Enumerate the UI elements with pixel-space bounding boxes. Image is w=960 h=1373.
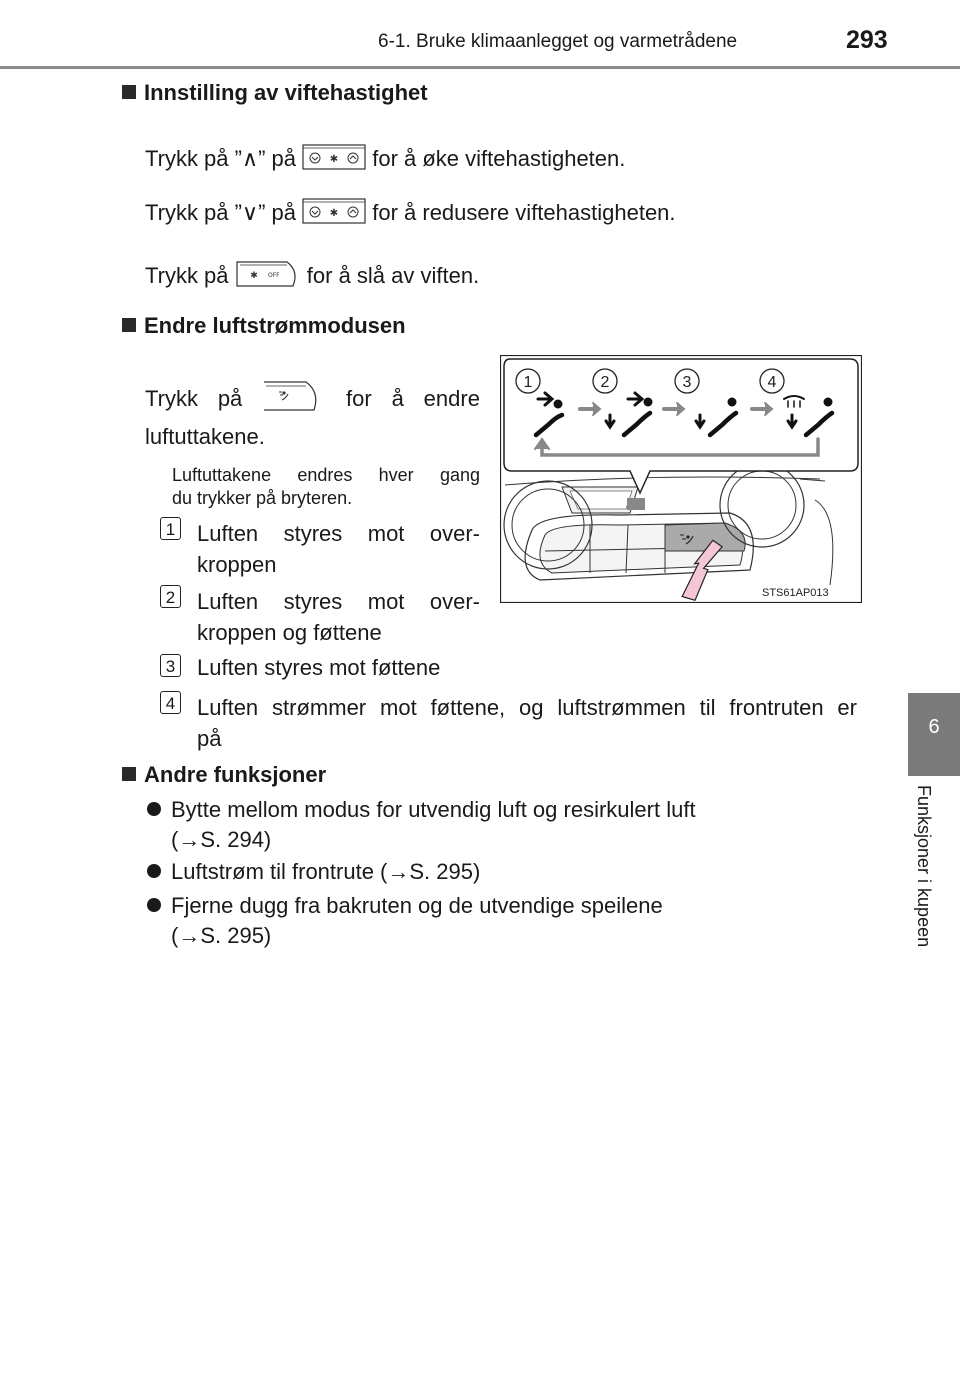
svg-text:✱: ✱ [329, 154, 339, 165]
page-reference-link[interactable]: (→S. 295) [171, 923, 272, 948]
list-item: Luftstrøm til frontrute (→S. 295) [147, 857, 480, 887]
bullet-icon [147, 802, 161, 816]
list-item: Fjerne dugg fra bakruten og de utvendige speilene (→S. 295) [147, 891, 663, 951]
mode-number: 4 [767, 374, 777, 391]
svg-text:OFF: OFF [267, 272, 280, 279]
svg-text:✱: ✱ [329, 208, 339, 219]
mode-number: 1 [523, 374, 533, 391]
svg-text:✱: ✱ [249, 271, 258, 281]
airflow-mode-figure [500, 355, 862, 603]
fan-decrease-line: Trykk på ”∨” på ✱ for å redusere viftehastigheten. [145, 197, 676, 231]
fan-off-line: Trykk på ✱ OFF for å slå av viften. [145, 259, 479, 295]
airflow-intro-line2: luftuttakene. [145, 424, 265, 449]
badge-2: 2 [160, 585, 181, 608]
badge-4: 4 [160, 691, 181, 714]
badge-3: 3 [160, 654, 181, 677]
page-number: 293 [846, 26, 888, 54]
list-item: Luften strømmer mot føttene, og luftstrømmen til frontruten er på [197, 695, 857, 751]
airflow-heading: Endre luftstrømmodusen [122, 313, 406, 339]
figure-code: STS61AP013 [762, 587, 829, 599]
list-item: Bytte mellom modus for utvendig luft og resirkulert luft (→S. 294) [147, 795, 696, 855]
list-item: Luften styres mot føttene [197, 655, 441, 680]
badge-1: 1 [160, 517, 181, 540]
fan-off-button-icon [235, 259, 301, 295]
fan-speed-button-icon [302, 143, 366, 177]
mode-button-icon [262, 378, 326, 420]
side-tab-number: 6 [928, 716, 940, 738]
bullet-icon [147, 864, 161, 878]
list-item: Luften styres mot over- kroppen og føttene [197, 589, 480, 645]
square-bullet-icon [122, 85, 136, 99]
airflow-intro-line: Trykk på for å endre [145, 378, 480, 420]
page-reference-link[interactable]: (→S. 294) [171, 827, 272, 852]
fan-speed-heading: Innstilling av viftehastighet [122, 80, 428, 106]
header-rule [0, 66, 960, 69]
mode-number: 3 [682, 374, 692, 391]
fan-speed-button-icon [302, 197, 366, 231]
mode-number: 2 [600, 374, 610, 391]
fan-increase-line: Trykk på ”∧” på ✱ for å øke viftehastigheten. [145, 143, 625, 177]
square-bullet-icon [122, 767, 136, 781]
list-item: Luften styres mot over- kroppen [197, 521, 480, 577]
side-tab-label: Funksjoner i kupeen [914, 785, 934, 948]
airflow-note: Luftuttakene endres hver gang du trykker på bryteren. [172, 465, 480, 508]
other-functions-heading: Andre funksjoner [122, 762, 326, 788]
chapter-title: 6-1. Bruke klimaanlegget og varmetrådene [378, 31, 738, 52]
bullet-icon [147, 898, 161, 912]
square-bullet-icon [122, 318, 136, 332]
